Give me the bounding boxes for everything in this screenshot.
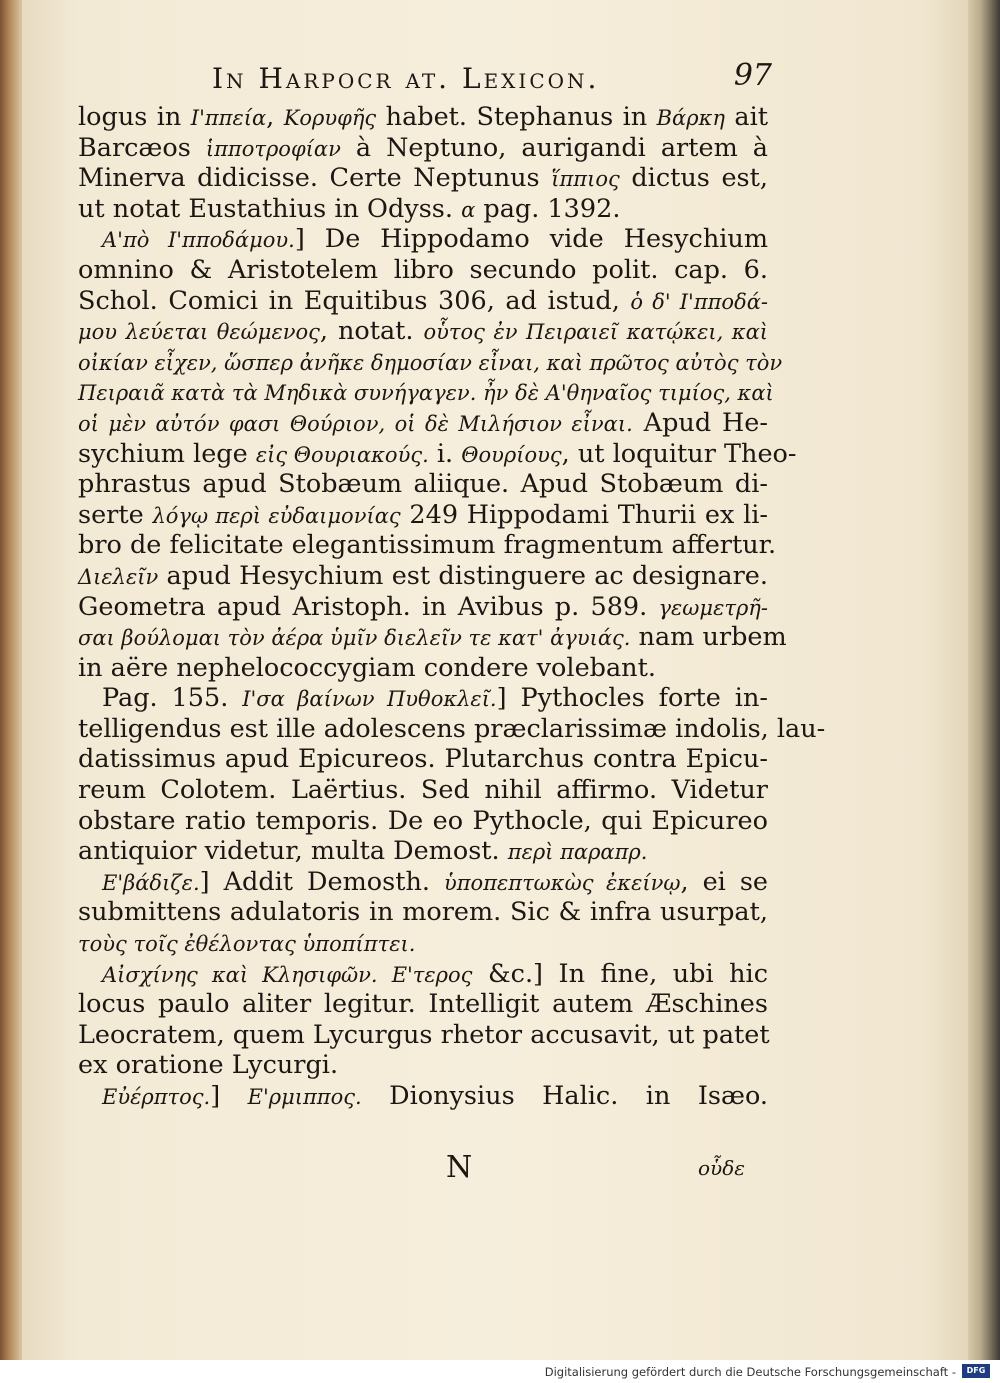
text-line <box>78 775 768 806</box>
latin-phrase: à Neptuno, aurigandi artem à <box>340 132 768 163</box>
latin-phrase: habet. Stephanus in <box>376 102 657 132</box>
latin-phrase: Geometra apud Aristoph. in Avibus p. 589. <box>78 591 659 622</box>
latin-phrase: omnino & Aristotelem libro secundo polit. cap. 6. <box>78 254 768 285</box>
greek-phrase: οὗτος ἐν Πειραιεῖ κατῴκει, καὶ <box>423 320 768 345</box>
signature-mark: N <box>446 1150 473 1185</box>
latin-phrase: datissimus apud Epicureos. Plutarchus contra Epicu- <box>78 744 768 775</box>
greek-phrase: λόγῳ περὶ εὐδαιμονίας <box>152 503 401 528</box>
latin-phrase: in aëre nephelococcygiam condere volebant. <box>78 652 656 683</box>
latin-phrase: i. <box>428 438 462 469</box>
book-page <box>22 0 968 1360</box>
greek-phrase: Πειραιᾶ κατὰ τὰ Μηδικὰ συνήγαγεν. ἦν δὲ Α'θηναῖος τιμίος, καὶ <box>78 381 774 406</box>
greek-phrase: Αἰσχίνης καὶ Κλησιφῶν. Ε'τερος <box>102 962 473 987</box>
text-line <box>78 806 768 837</box>
greek-phrase: Ε'βάδιζε. <box>102 870 200 895</box>
page-header <box>212 56 772 104</box>
latin-phrase: sychium lege <box>78 438 256 469</box>
latin-phrase: pag. 1392. <box>475 193 621 224</box>
text-line <box>78 744 768 775</box>
greek-phrase: Βάρκη <box>656 106 725 130</box>
greek-phrase: Α'πὸ Ι'πποδάμου. <box>102 228 295 253</box>
greek-phrase: α <box>461 197 476 222</box>
text-line <box>78 316 768 347</box>
latin-phrase: ex oratione Lycurgi. <box>78 1050 339 1081</box>
text-line <box>78 836 768 867</box>
text-line <box>78 989 768 1020</box>
latin-phrase: Apud He- <box>632 407 768 438</box>
greek-phrase: Ι'ππεία <box>190 106 267 130</box>
text-line <box>78 438 797 470</box>
latin-phrase: , <box>266 102 284 132</box>
latin-phrase: telligendus est ille adolescens præclarissimæ indolis, lau- <box>78 713 826 744</box>
greek-phrase: οἱ μὲν αὐτόν φασι Θούριον, οἱ δὲ Μιλήσιον εἶναι. <box>78 411 633 436</box>
latin-phrase: ] Addit Demosth. <box>199 866 444 897</box>
latin-phrase: ] <box>210 1081 248 1111</box>
text-line <box>78 163 768 194</box>
greek-phrase: Θουρίους <box>461 442 562 467</box>
latin-phrase: obstare ratio temporis. De eo Pythocle, qui Epicureo <box>78 805 768 836</box>
latin-phrase: Leocratem, quem Lycurgus rhetor accusavit, ut patet <box>78 1019 770 1050</box>
latin-phrase: antiquior videtur, multa Demost. <box>78 836 508 867</box>
text-line <box>78 683 768 714</box>
latin-phrase: bro de felicitate elegantissimum fragmentum affertur. <box>78 530 777 561</box>
greek-phrase: Ε'ρμιππος. <box>247 1085 362 1109</box>
text-line <box>78 133 768 164</box>
latin-phrase: &c.] In fine, ubi hic <box>472 958 768 989</box>
text-line <box>78 592 768 623</box>
text-line <box>78 347 783 378</box>
greek-phrase: περὶ παραπρ. <box>507 840 648 865</box>
text-line <box>78 469 768 500</box>
greek-phrase: μου λεύεται θεώμενος <box>78 320 320 345</box>
text-line <box>78 561 768 592</box>
greek-phrase: ὑποπεπτωκὼς ἐκείνῳ <box>443 870 681 895</box>
latin-phrase: phrastus apud Stobæum aliique. Apud Stobæum di- <box>78 469 768 500</box>
greek-phrase: εἰς Θουριακούς. <box>255 442 429 467</box>
greek-phrase: ὁ δ' Ι'πποδά- <box>630 289 769 314</box>
body-text <box>78 102 826 1112</box>
running-title: In Harpocr at. Lexicon. <box>212 62 600 95</box>
footer-credit: Digitalisierung gefördert durch die Deutsche Forschungsgemeinschaft - <box>544 1365 956 1379</box>
text-line <box>78 897 768 928</box>
text-line <box>78 224 768 255</box>
text-line <box>78 867 768 898</box>
greek-phrase: τοὺς τοῖς ἐθέλοντας ὑποπίπτει. <box>78 932 416 957</box>
latin-phrase: logus in <box>78 102 191 132</box>
page-edge <box>968 0 1000 1360</box>
latin-phrase: nam urbem <box>630 622 787 653</box>
latin-phrase: Dionysius Halic. in Isæo. <box>361 1081 768 1111</box>
binding-edge <box>0 0 22 1360</box>
latin-phrase: Pag. 155. <box>102 683 243 714</box>
text-line <box>78 255 768 286</box>
latin-phrase: ait <box>724 102 768 132</box>
text-line <box>78 1050 768 1081</box>
latin-phrase: Barcæos <box>78 132 206 163</box>
greek-phrase: Κορυφῆς <box>283 106 377 130</box>
greek-phrase: Ι'σα βαίνων Πυθοκλεῖ. <box>242 687 497 712</box>
latin-phrase: serte <box>78 499 153 530</box>
latin-phrase: ] De Hippodamo vide Hesychium <box>294 224 768 255</box>
latin-phrase: ut notat Eustathius in Odyss. <box>78 193 462 224</box>
latin-phrase: , ut loquitur Theo- <box>561 438 797 469</box>
text-line <box>78 500 768 531</box>
text-line <box>78 959 768 990</box>
page-number: 97 <box>733 58 772 93</box>
text-line <box>78 408 768 439</box>
greek-phrase: ἵππιος <box>551 167 620 192</box>
greek-phrase: Εὐέρπτος. <box>102 1085 211 1109</box>
latin-phrase: , notat. <box>319 316 424 347</box>
greek-phrase: σαι βούλομαι τὸν ἀέρα ὑμῖν διελεῖν τε κατ' ἀγυιάς. <box>78 626 631 651</box>
text-line <box>78 928 768 959</box>
dfg-logo: DFG <box>962 1364 990 1378</box>
latin-phrase: ] Pythocles forte in- <box>496 683 768 714</box>
latin-phrase: Minerva didicisse. Certe Neptunus <box>78 163 552 194</box>
text-line <box>78 1081 768 1112</box>
latin-phrase: reum Colotem. Laërtius. Sed nihil affirmo. Videtur <box>78 775 768 806</box>
latin-phrase: , ei se <box>680 866 768 897</box>
text-line <box>78 377 774 408</box>
greek-phrase: Διελεῖν <box>78 564 159 589</box>
text-line <box>78 713 826 745</box>
latin-phrase: Schol. Comici in Equitibus 306, ad istud, <box>78 285 631 316</box>
text-line <box>78 102 768 133</box>
footer-bar <box>0 1360 1000 1383</box>
catchword: οὗδε <box>698 1156 745 1180</box>
latin-phrase: 249 Hippodami Thurii ex li- <box>400 499 768 530</box>
text-line <box>78 530 777 561</box>
greek-phrase: ἱπποτροφίαν <box>205 136 341 161</box>
text-line <box>78 194 768 225</box>
latin-phrase: submittens adulatoris in morem. Sic & infra usurpat, <box>78 897 768 928</box>
latin-phrase: dictus est, <box>619 163 768 194</box>
text-line <box>78 653 768 684</box>
greek-phrase: οἰκίαν εἶχεν, ὥσπερ ἀνῆκε δημοσίαν εἶναι, καὶ πρῶτος αὐτὸς τὸν <box>78 350 783 375</box>
text-line <box>78 286 768 317</box>
latin-phrase: locus paulo aliter legitur. Intelligit autem Æschines <box>78 989 768 1020</box>
text-line <box>78 622 787 653</box>
greek-phrase: γεωμετρῆ- <box>658 595 768 620</box>
text-line <box>78 1020 768 1051</box>
latin-phrase: apud Hesychium est distinguere ac designare. <box>158 560 768 591</box>
